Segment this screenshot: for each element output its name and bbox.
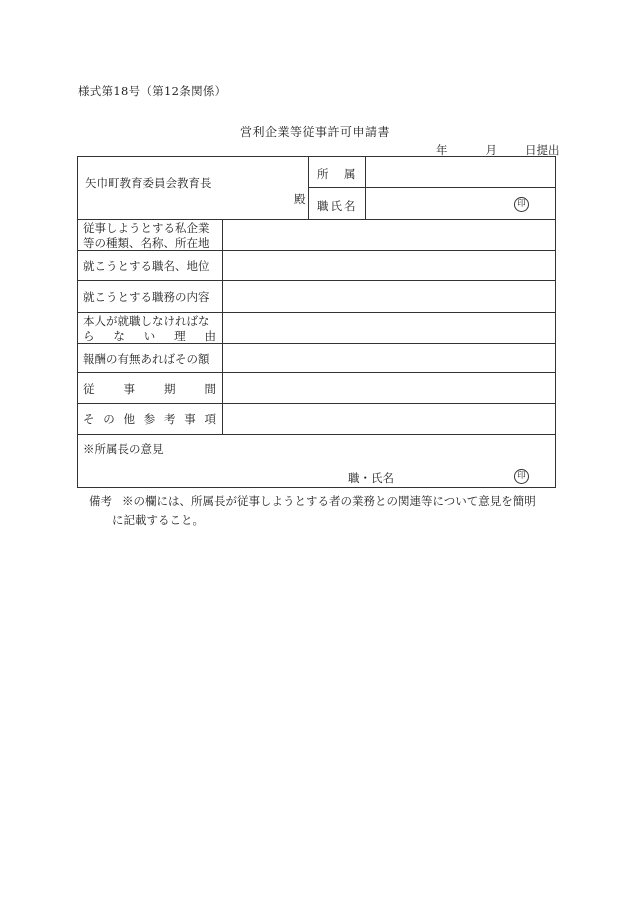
applicant-seal-mark: 印 <box>514 197 529 212</box>
affiliation-label: 所 属 <box>317 167 358 181</box>
date-month-label: 月 <box>485 143 497 157</box>
row-label-remuneration: 報酬の有無あればその額 <box>83 352 210 366</box>
other-field[interactable] <box>223 404 556 434</box>
row-label-position: 就こうとする職名、地位 <box>83 259 210 273</box>
remarks-label: 備考 <box>89 494 112 508</box>
row-label-other: そ の 他 参 考 事 項 <box>83 412 216 426</box>
affiliation-field[interactable] <box>366 158 555 186</box>
date-day-label: 日提出 <box>525 143 560 157</box>
remarks-line-1: ※の欄には、所属長が従事しようとする者の業務との関連等について意見を簡明 <box>122 494 536 508</box>
row-label-company: 従事しようとする私企業 等の種類、名称、所在地 <box>83 221 210 250</box>
period-field[interactable] <box>223 373 556 403</box>
company-field[interactable] <box>223 220 556 250</box>
remuneration-field[interactable] <box>223 344 556 372</box>
opinion-field[interactable] <box>82 455 552 469</box>
opinion-seal-mark: 印 <box>514 469 529 484</box>
form-number: 様式第18号（第12条関係） <box>78 84 227 98</box>
job-name-label: 職氏名 <box>317 199 358 213</box>
application-form-table <box>77 156 556 488</box>
remarks-line-2: に記載すること。 <box>112 513 204 527</box>
opinion-label: ※所属長の意見 <box>83 442 164 456</box>
date-year-label: 年 <box>436 143 448 157</box>
opinion-signature-label: 職・氏名 <box>348 471 394 485</box>
document-title: 営利企業等従事許可申請書 <box>239 125 390 139</box>
position-field[interactable] <box>223 251 556 280</box>
addressee-honorific: 殿 <box>294 192 306 206</box>
reason-field[interactable] <box>223 313 556 343</box>
row-label-period: 従 事 期 間 <box>83 382 216 396</box>
row-label-reason: 本人が就職しなければな ら な い 理 由 <box>83 314 216 343</box>
remarks-note <box>89 492 559 530</box>
addressee-name: 矢巾町教育委員会教育長 <box>85 176 212 190</box>
duties-field[interactable] <box>223 281 556 312</box>
row-label-duties: 就こうとする職務の内容 <box>83 290 210 304</box>
